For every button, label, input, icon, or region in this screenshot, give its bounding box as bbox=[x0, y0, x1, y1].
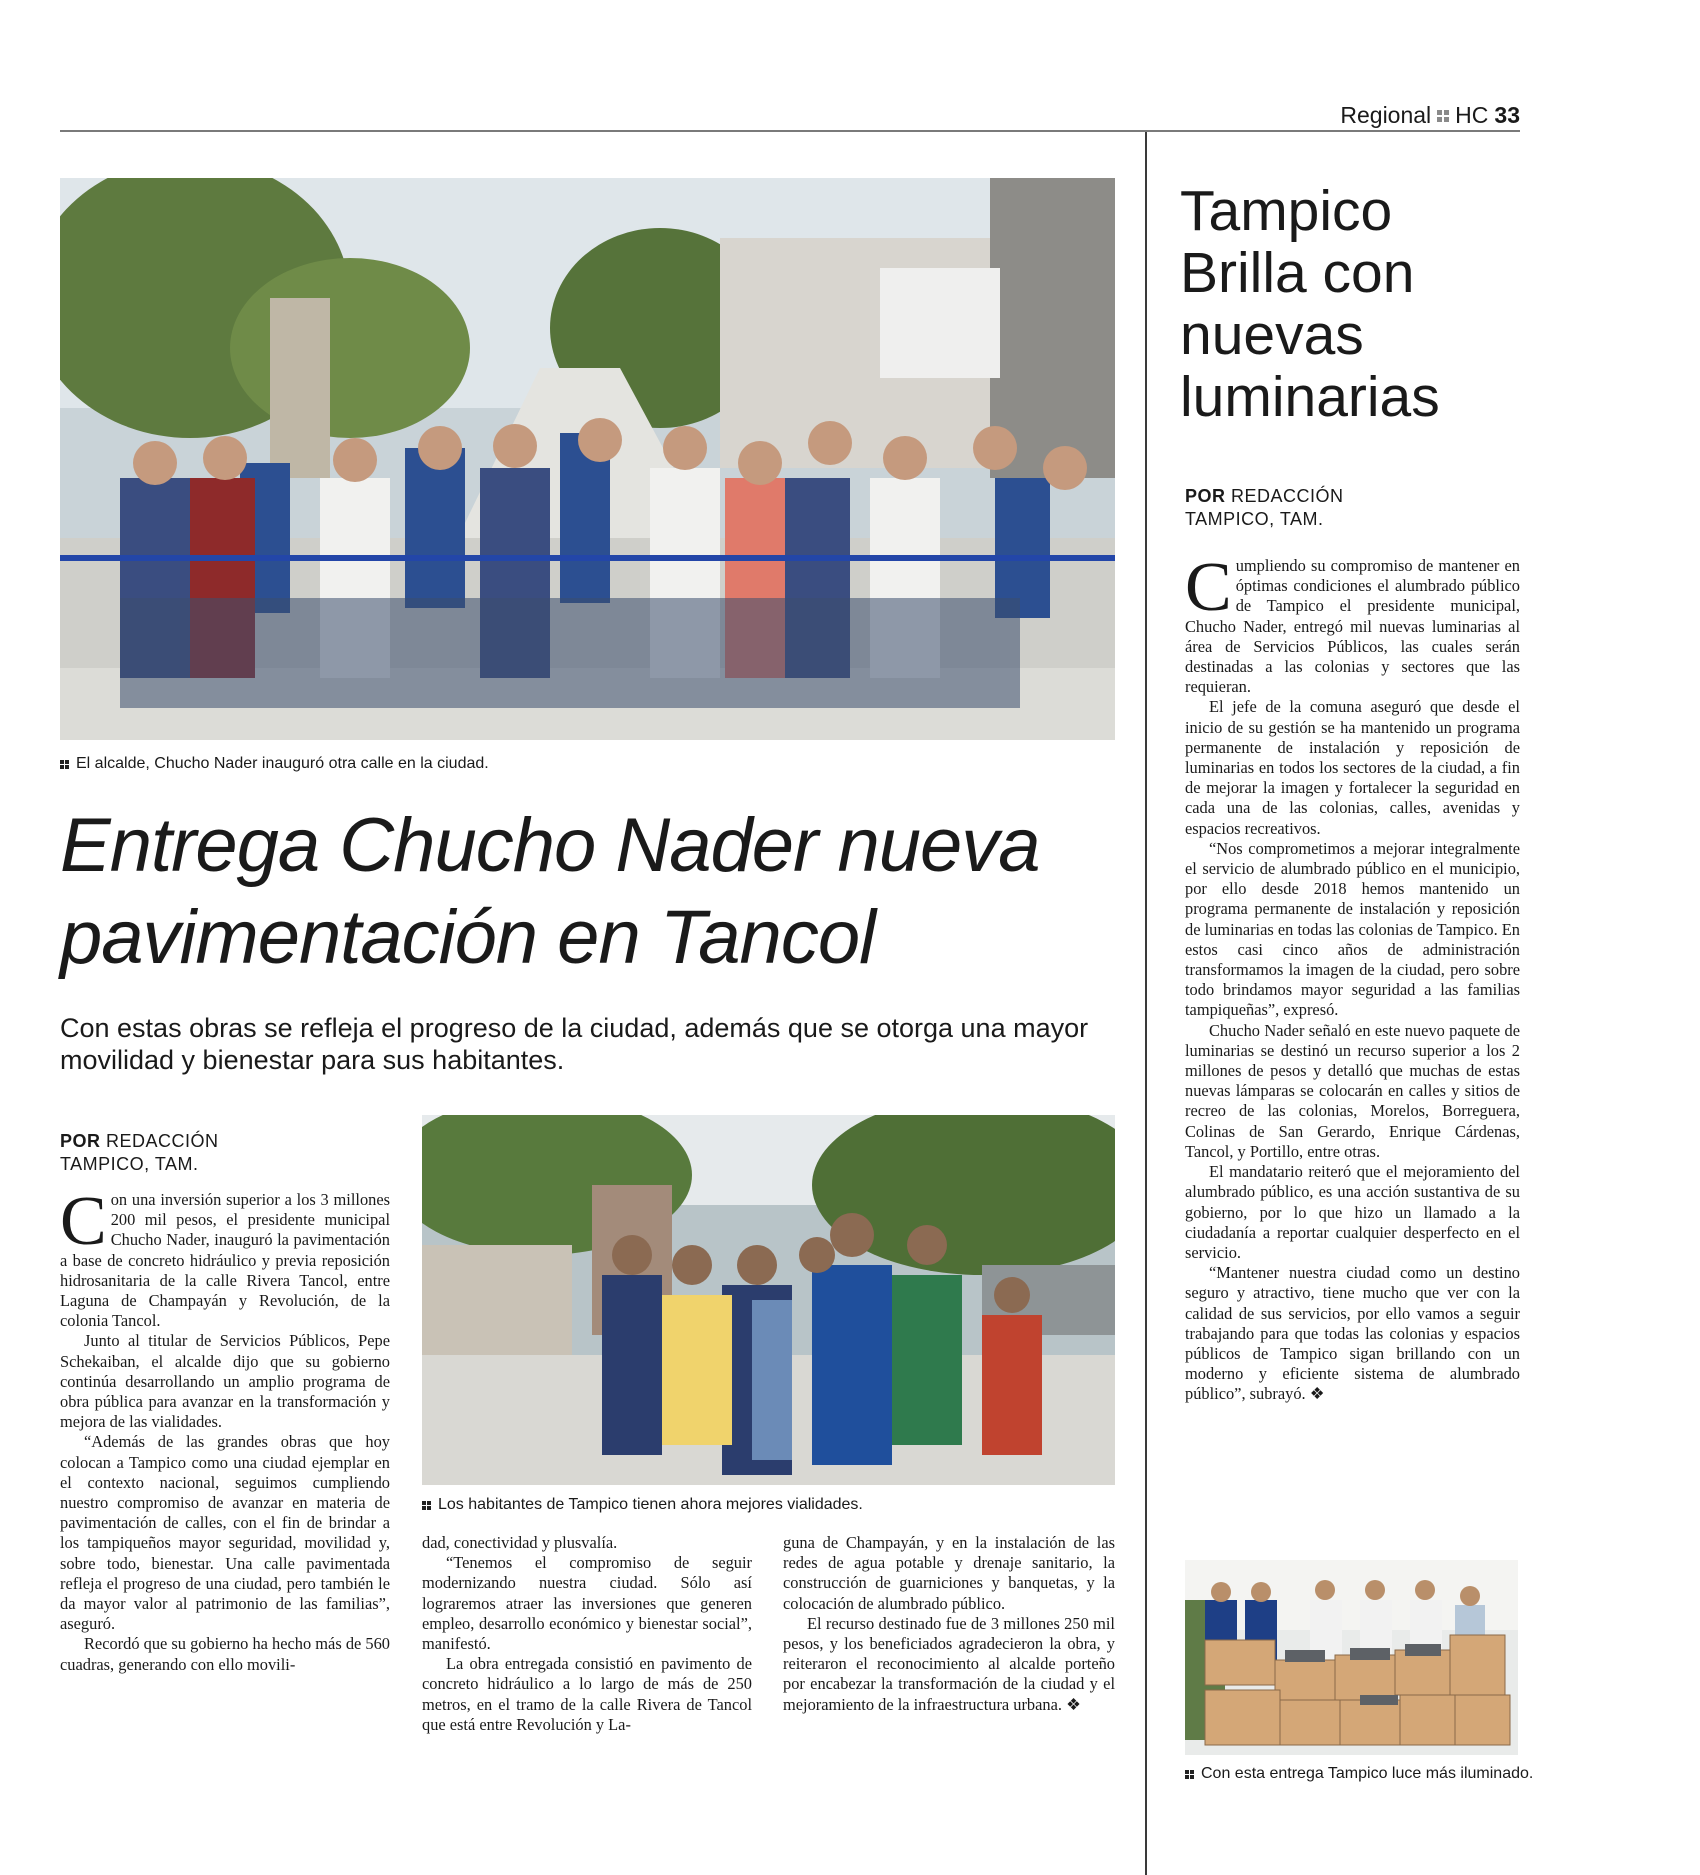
main-story-column-1 bbox=[60, 1183, 390, 1675]
main-subheadline: Con estas obras se refleja el progreso de la ciudad, además que se otorga una mayor movilidad y bienestar para sus habitantes. bbox=[60, 1013, 1089, 1075]
header-rule bbox=[60, 130, 1520, 132]
bullet-icon bbox=[422, 1501, 431, 1510]
paragraph: “Mantener nuestra ciudad como un destino seguro y atractivo, tiene mucho que ver con la calidad de sus servicios, por ello vamos a seguir trabajando para que todas las colonias y espacios públicos de Tampico sigan brillando con un moderno y eficiente sistema de alumbrado público”, subrayó. ❖ bbox=[1185, 1263, 1520, 1404]
headline-line-2: pavimentación en Tancol bbox=[60, 895, 875, 980]
paragraph: El recurso destinado fue de 3 millones 250 mil pesos, y los beneficiados agradecieron la obra, y reiteraron el reconocimiento al alcalde porteño por encabezar la transformación de la ciudad y el mejoramiento de la infraestructura urbana. ❖ bbox=[783, 1613, 1115, 1714]
bullet-icon bbox=[1437, 110, 1449, 122]
main-headline bbox=[60, 800, 1130, 984]
side-headline: Tampico Brilla con nuevas luminarias bbox=[1180, 179, 1440, 429]
paragraph: Junto al titular de Servicios Públicos, Pepe Schekaiban, el alcalde dijo que su gobierno continúa desarrollando un amplio programa de obra pública para avanzar en la transformación y mejora de las vialidades. bbox=[60, 1331, 390, 1432]
page-header bbox=[60, 100, 1520, 132]
mid-photo-caption: Los habitantes de Tampico tienen ahora mejores vialidades. bbox=[422, 1496, 863, 1514]
byline-place: TAMPICO, TAM. bbox=[1185, 509, 1324, 529]
paragraph: Chucho Nader señaló en este nuevo paquete de luminarias se destinó un recurso superior a los 2 millones de pesos y detalló que muchas de estas nuevas lámparas se colocarán en calles y sitios de recreo de las colonias, Morelos, Borreguera, Colinas de San Gerardo, Enrique Cárdenas, Tancol, y Portillo, entre otras. bbox=[1185, 1020, 1520, 1161]
paragraph: guna de Champayán, y en la instalación de las redes de agua potable y drenaje sanitario, la construcción de guarniciones y banquetas, y la colocación de alumbrado público. bbox=[783, 1533, 1115, 1613]
byline-author: REDACCIÓN bbox=[1231, 486, 1344, 506]
byline-prefix: POR bbox=[1185, 486, 1226, 506]
side-story-column bbox=[1185, 549, 1520, 1405]
byline-place: TAMPICO, TAM. bbox=[60, 1154, 199, 1174]
paragraph: La obra entregada consistió en pavimento de concreto hidráulico a lo largo de más de 250 metros, en el tramo de la calle Rivera de Tancol que está entre Revolución y La- bbox=[422, 1654, 752, 1734]
paragraph: El jefe de la comuna aseguró que desde el inicio de su gestión se ha mantenido un programa permanente de instalación y reposición de luminarias en todos los sectores de la ciudad, a fin de mejorar la imagen y fortalecer la seguridad en cada una de las colonias, calles, avenidas y espacios recreativos. bbox=[1185, 697, 1520, 838]
side-byline bbox=[1185, 485, 1485, 531]
bullet-icon bbox=[1185, 1770, 1194, 1779]
side-photo-caption: Con esta entrega Tampico luce más iluminado. bbox=[1185, 1765, 1533, 1783]
paragraph: Recordó que su gobierno ha hecho más de 560 cuadras, generando con ello movili- bbox=[60, 1634, 390, 1674]
paragraph: “Nos comprometimos a mejorar integralmente el servicio de alumbrado público en el municipio, por ello desde 2018 hemos mantenido un programa permanente de instalación y reposición de luminarias en todas las colonias de Tampico. En estos casi cinco años de administración transformamos la imagen de la ciudad, pero sobre todo brindamos mayor seguridad a las familias tampiqueñas”, expresó. bbox=[1185, 838, 1520, 1020]
column-divider bbox=[1145, 132, 1147, 1875]
main-story-column-3 bbox=[783, 1533, 1115, 1715]
page-number: 33 bbox=[1494, 102, 1520, 128]
drop-cap: C bbox=[60, 1183, 107, 1260]
top-photo-caption: El alcalde, Chucho Nader inauguró otra calle en la ciudad. bbox=[60, 755, 489, 773]
main-story-column-2 bbox=[422, 1533, 752, 1735]
byline-prefix: POR bbox=[60, 1131, 101, 1151]
luminarias-photo bbox=[1185, 1560, 1518, 1755]
paragraph: “Tenemos el compromiso de seguir modernizando nuestra ciudad. Sólo así lograremos atraer las inversiones que generen empleo, desarrollo económico y bienestar social”, manifestó. bbox=[422, 1553, 752, 1654]
ribbon-cutting-photo bbox=[60, 178, 1115, 740]
bullet-icon bbox=[60, 760, 69, 769]
section-name: Regional bbox=[1340, 102, 1432, 128]
paragraph: Con una inversión superior a los 3 millones 200 mil pesos, el presidente municipal Chucho Nader, inauguró la pavimentación a base de concreto hidráulico y previa reposición hidrosanitaria de la calle Rivera Tancol, entre Laguna de Champayán y Revolución, de la colonia Tancol. bbox=[60, 1183, 390, 1331]
residents-group-photo bbox=[422, 1115, 1115, 1485]
headline-line-1: Entrega Chucho Nader nueva bbox=[60, 803, 1040, 888]
paragraph: dad, conectividad y plusvalía. bbox=[422, 1533, 618, 1552]
publication-name: HC bbox=[1455, 102, 1489, 128]
main-byline bbox=[60, 1130, 360, 1176]
paragraph: Cumpliendo su compromiso de mantener en óptimas condiciones el alumbrado público de Tampico el presidente municipal, Chucho Nader, entregó mil nuevas luminarias al área de Servicios Públicos, las cuales serán destinadas a las colonias y sectores que las requieran. bbox=[1185, 549, 1520, 697]
paragraph: El mandatario reiteró que el mejoramiento del alumbrado público, es una acción sustantiva de su gobierno, por lo que hizo un llamado a la ciudadanía a reportar cualquier desperfecto en el servicio. bbox=[1185, 1162, 1520, 1262]
paragraph: “Además de las grandes obras que hoy colocan a Tampico como una ciudad ejemplar en el contexto nacional, seguimos cumpliendo nuestro compromiso de avanzar en materia de pavimentación de calles, con el fin de brindar a los tampiqueños mayor seguridad, movilidad y, sobre todo, bienestar. Una calle pavimentada refleja el progreso de una ciudad, pero también le da mayor valor al patrimonio de las familias”, aseguró. bbox=[60, 1432, 390, 1634]
byline-author: REDACCIÓN bbox=[106, 1131, 219, 1151]
drop-cap: C bbox=[1185, 549, 1232, 626]
section-label bbox=[1340, 102, 1520, 129]
